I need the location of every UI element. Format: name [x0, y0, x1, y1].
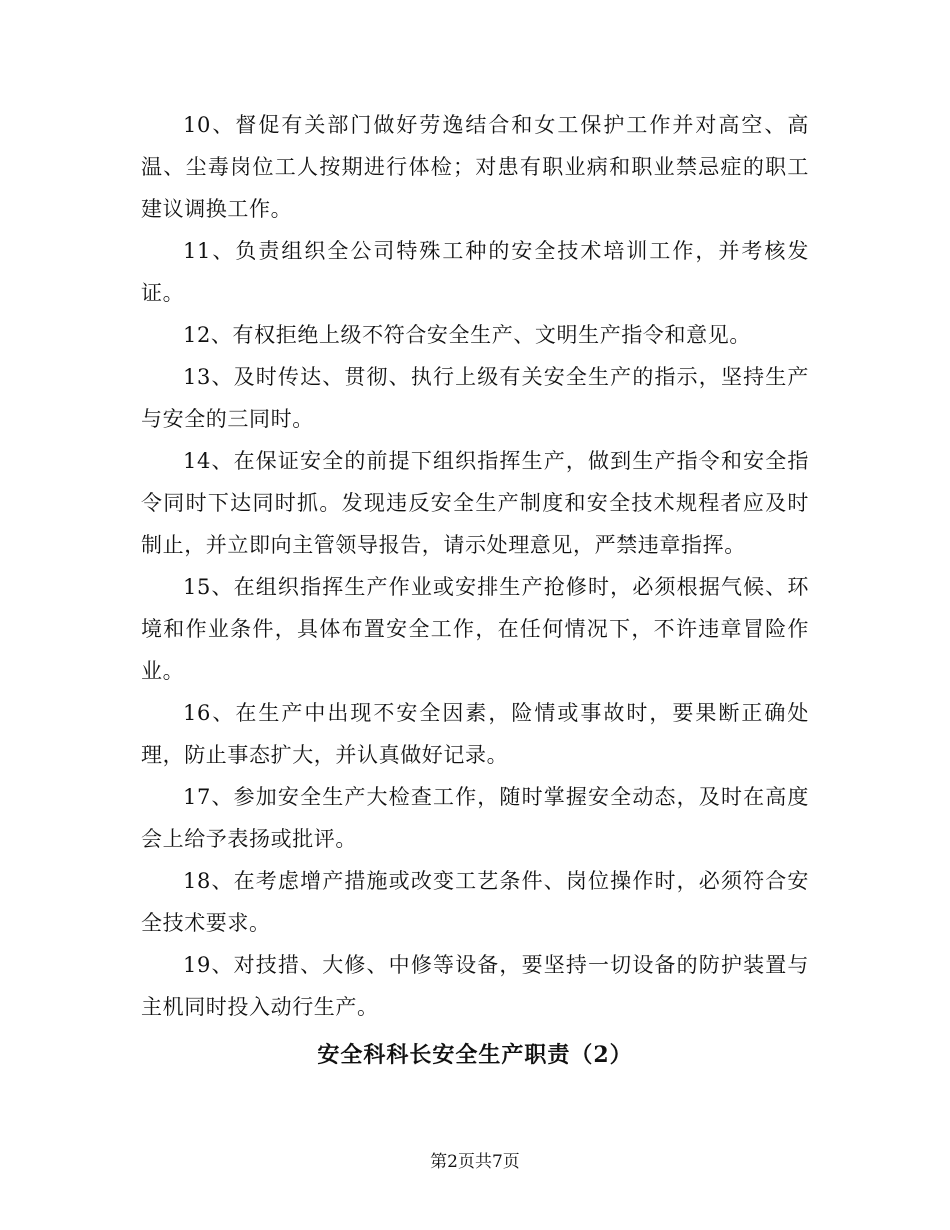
paragraph-item-17: 17、参加安全生产大检查工作，随时掌握安全动态，及时在高度会上给予表扬或批评。 — [141, 785, 809, 851]
page-number-footer: 第2页共7页 — [430, 1152, 520, 1172]
paragraph-item-12: 12、有权拒绝上级不符合安全生产、文明生产指令和意见。 — [183, 323, 751, 347]
section-title: 安全科科长安全生产职责（2） — [317, 1042, 633, 1068]
paragraph-item-18: 18、在考虑增产措施或改变工艺条件、岗位操作时，必须符合安全技术要求。 — [141, 869, 809, 935]
paragraph-item-13: 13、及时传达、贯彻、执行上级有关安全生产的指示，坚持生产与安全的三同时。 — [141, 365, 809, 431]
paragraph-item-19: 19、对技措、大修、中修等设备，要坚持一切设备的防护装置与主机同时投入动行生产。 — [141, 953, 809, 1019]
paragraph-item-10: 10、督促有关部门做好劳逸结合和女工保护工作并对高空、高温、尘毒岗位工人按期进行体检；对患有职业病和职业禁忌症的职工建议调换工作。 — [141, 113, 809, 221]
paragraph-item-14: 14、在保证安全的前提下组织指挥生产，做到生产指令和安全指令同时下达同时抓。发现违反安全生产制度和安全技术规程者应及时制止，并立即向主管领导报告，请示处理意见，严禁违章指挥。 — [141, 449, 809, 557]
paragraph-item-11: 11、负责组织全公司特殊工种的安全技术培训工作，并考核发证。 — [141, 239, 809, 305]
document-body — [141, 104, 809, 1028]
paragraph-item-16: 16、在生产中出现不安全因素，险情或事故时，要果断正确处理，防止事态扩大，并认真做好记录。 — [141, 701, 809, 767]
paragraph-item-15: 15、在组织指挥生产作业或安排生产抢修时，必须根据气候、环境和作业条件，具体布置安全工作，在任何情况下，不许违章冒险作业。 — [141, 575, 809, 683]
